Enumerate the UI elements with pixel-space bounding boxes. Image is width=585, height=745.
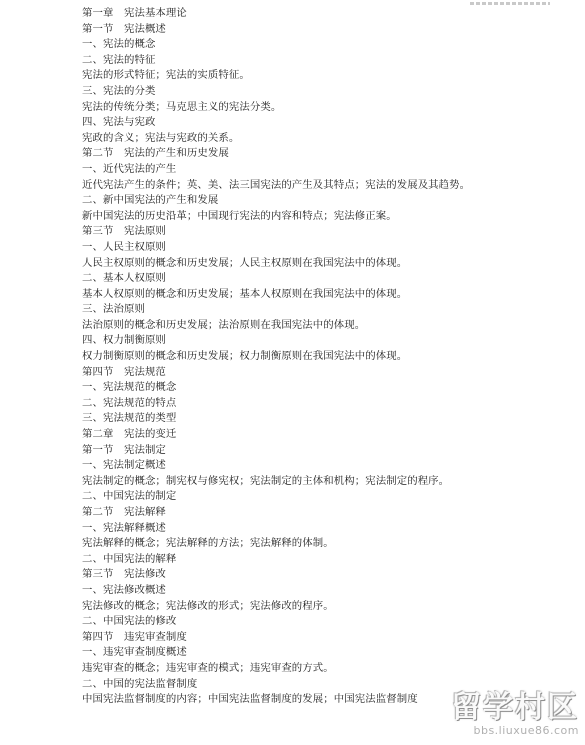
watermark xyxy=(451,690,579,737)
outline-line: 一、宪法修改概述 xyxy=(82,583,166,596)
outline-line: 基本人权原则的概念和历史发展；基本人权原则在我国宪法中的体现。 xyxy=(82,287,408,300)
outline-line: 一、宪法规范的概念 xyxy=(82,381,177,394)
outline-line: 宪法的传统分类；马克思主义的宪法分类。 xyxy=(82,100,282,113)
outline-line: 第一章 宪法基本理论 xyxy=(82,7,187,19)
outline-line: 第四节 宪法规范 xyxy=(82,365,166,378)
outline-line: 法治原则的概念和历史发展；法治原则在我国宪法中的体现。 xyxy=(82,318,366,331)
outline-line: 一、宪法解释概述 xyxy=(82,521,166,534)
outline-line: 违宪审查的概念；违宪审查的模式；违宪审查的方式。 xyxy=(82,661,334,674)
outline-line: 三、宪法的分类 xyxy=(82,84,156,97)
watermark-url: bbs.liuxue86.com xyxy=(473,724,579,737)
outline-line: 二、新中国宪法的产生和发展 xyxy=(82,194,219,207)
outline-line: 第三节 宪法修改 xyxy=(82,568,166,581)
outline-line: 近代宪法产生的条件；英、美、法三国宪法的产生及其特点；宪法的发展及其趋势。 xyxy=(82,178,471,191)
outline-line: 第一节 宪法概述 xyxy=(82,22,166,35)
outline-line: 三、宪法规范的类型 xyxy=(82,412,177,425)
outline-line: 宪法修改的概念；宪法修改的形式；宪法修改的程序。 xyxy=(82,599,334,612)
outline-line: 第一节 宪法制定 xyxy=(82,443,166,456)
outline-line: 一、违宪审查制度概述 xyxy=(82,646,187,659)
outline-line: 第二节 宪法的产生和历史发展 xyxy=(82,147,229,160)
header-rule xyxy=(470,2,550,5)
outline-line: 宪政的含义；宪法与宪政的关系。 xyxy=(82,131,240,144)
outline-line: 一、近代宪法的产生 xyxy=(82,162,177,175)
outline-line: 权力制衡原则的概念和历史发展；权力制衡原则在我国宪法中的体现。 xyxy=(82,350,408,363)
outline-line: 第四节 违宪审查制度 xyxy=(82,630,187,643)
outline-line: 二、宪法规范的特点 xyxy=(82,396,177,409)
outline-line: 第三节 宪法原则 xyxy=(82,225,166,238)
outline-text xyxy=(82,6,582,708)
outline-line: 二、中国的宪法监督制度 xyxy=(82,677,198,690)
outline-line: 宪法的形式特征；宪法的实质特征。 xyxy=(82,69,250,82)
outline-line: 第二章 宪法的变迁 xyxy=(82,428,177,441)
outline-line: 一、宪法的概念 xyxy=(82,38,156,51)
outline-line: 二、中国宪法的解释 xyxy=(82,552,177,565)
outline-line: 宪法制定的概念；制宪权与修宪权；宪法制定的主体和机构；宪法制定的程序。 xyxy=(82,474,450,487)
outline-line: 三、法治原则 xyxy=(82,303,145,316)
outline-line: 二、宪法的特征 xyxy=(82,53,156,66)
outline-line: 一、宪法制定概述 xyxy=(82,459,166,472)
outline-line: 一、人民主权原则 xyxy=(82,240,166,253)
outline-line: 宪法解释的概念；宪法解释的方法；宪法解释的体制。 xyxy=(82,537,334,550)
outline-line: 第二节 宪法解释 xyxy=(82,506,166,518)
outline-line: 二、中国宪法的制定 xyxy=(82,490,177,503)
outline-line: 中国宪法监督制度的内容；中国宪法监督制度的发展；中国宪法监督制度 xyxy=(82,693,418,706)
outline-line: 四、权力制衡原则 xyxy=(82,334,166,347)
outline-line: 四、宪法与宪政 xyxy=(82,116,156,129)
outline-line: 二、中国宪法的修改 xyxy=(82,615,177,628)
outline-line: 新中国宪法的历史沿革；中国现行宪法的内容和特点；宪法修正案。 xyxy=(82,209,397,222)
outline-line: 人民主权原则的概念和历史发展；人民主权原则在我国宪法中的体现。 xyxy=(82,256,408,269)
outline-line: 二、基本人权原则 xyxy=(82,272,166,285)
watermark-logo: 留学村区 xyxy=(451,690,579,725)
